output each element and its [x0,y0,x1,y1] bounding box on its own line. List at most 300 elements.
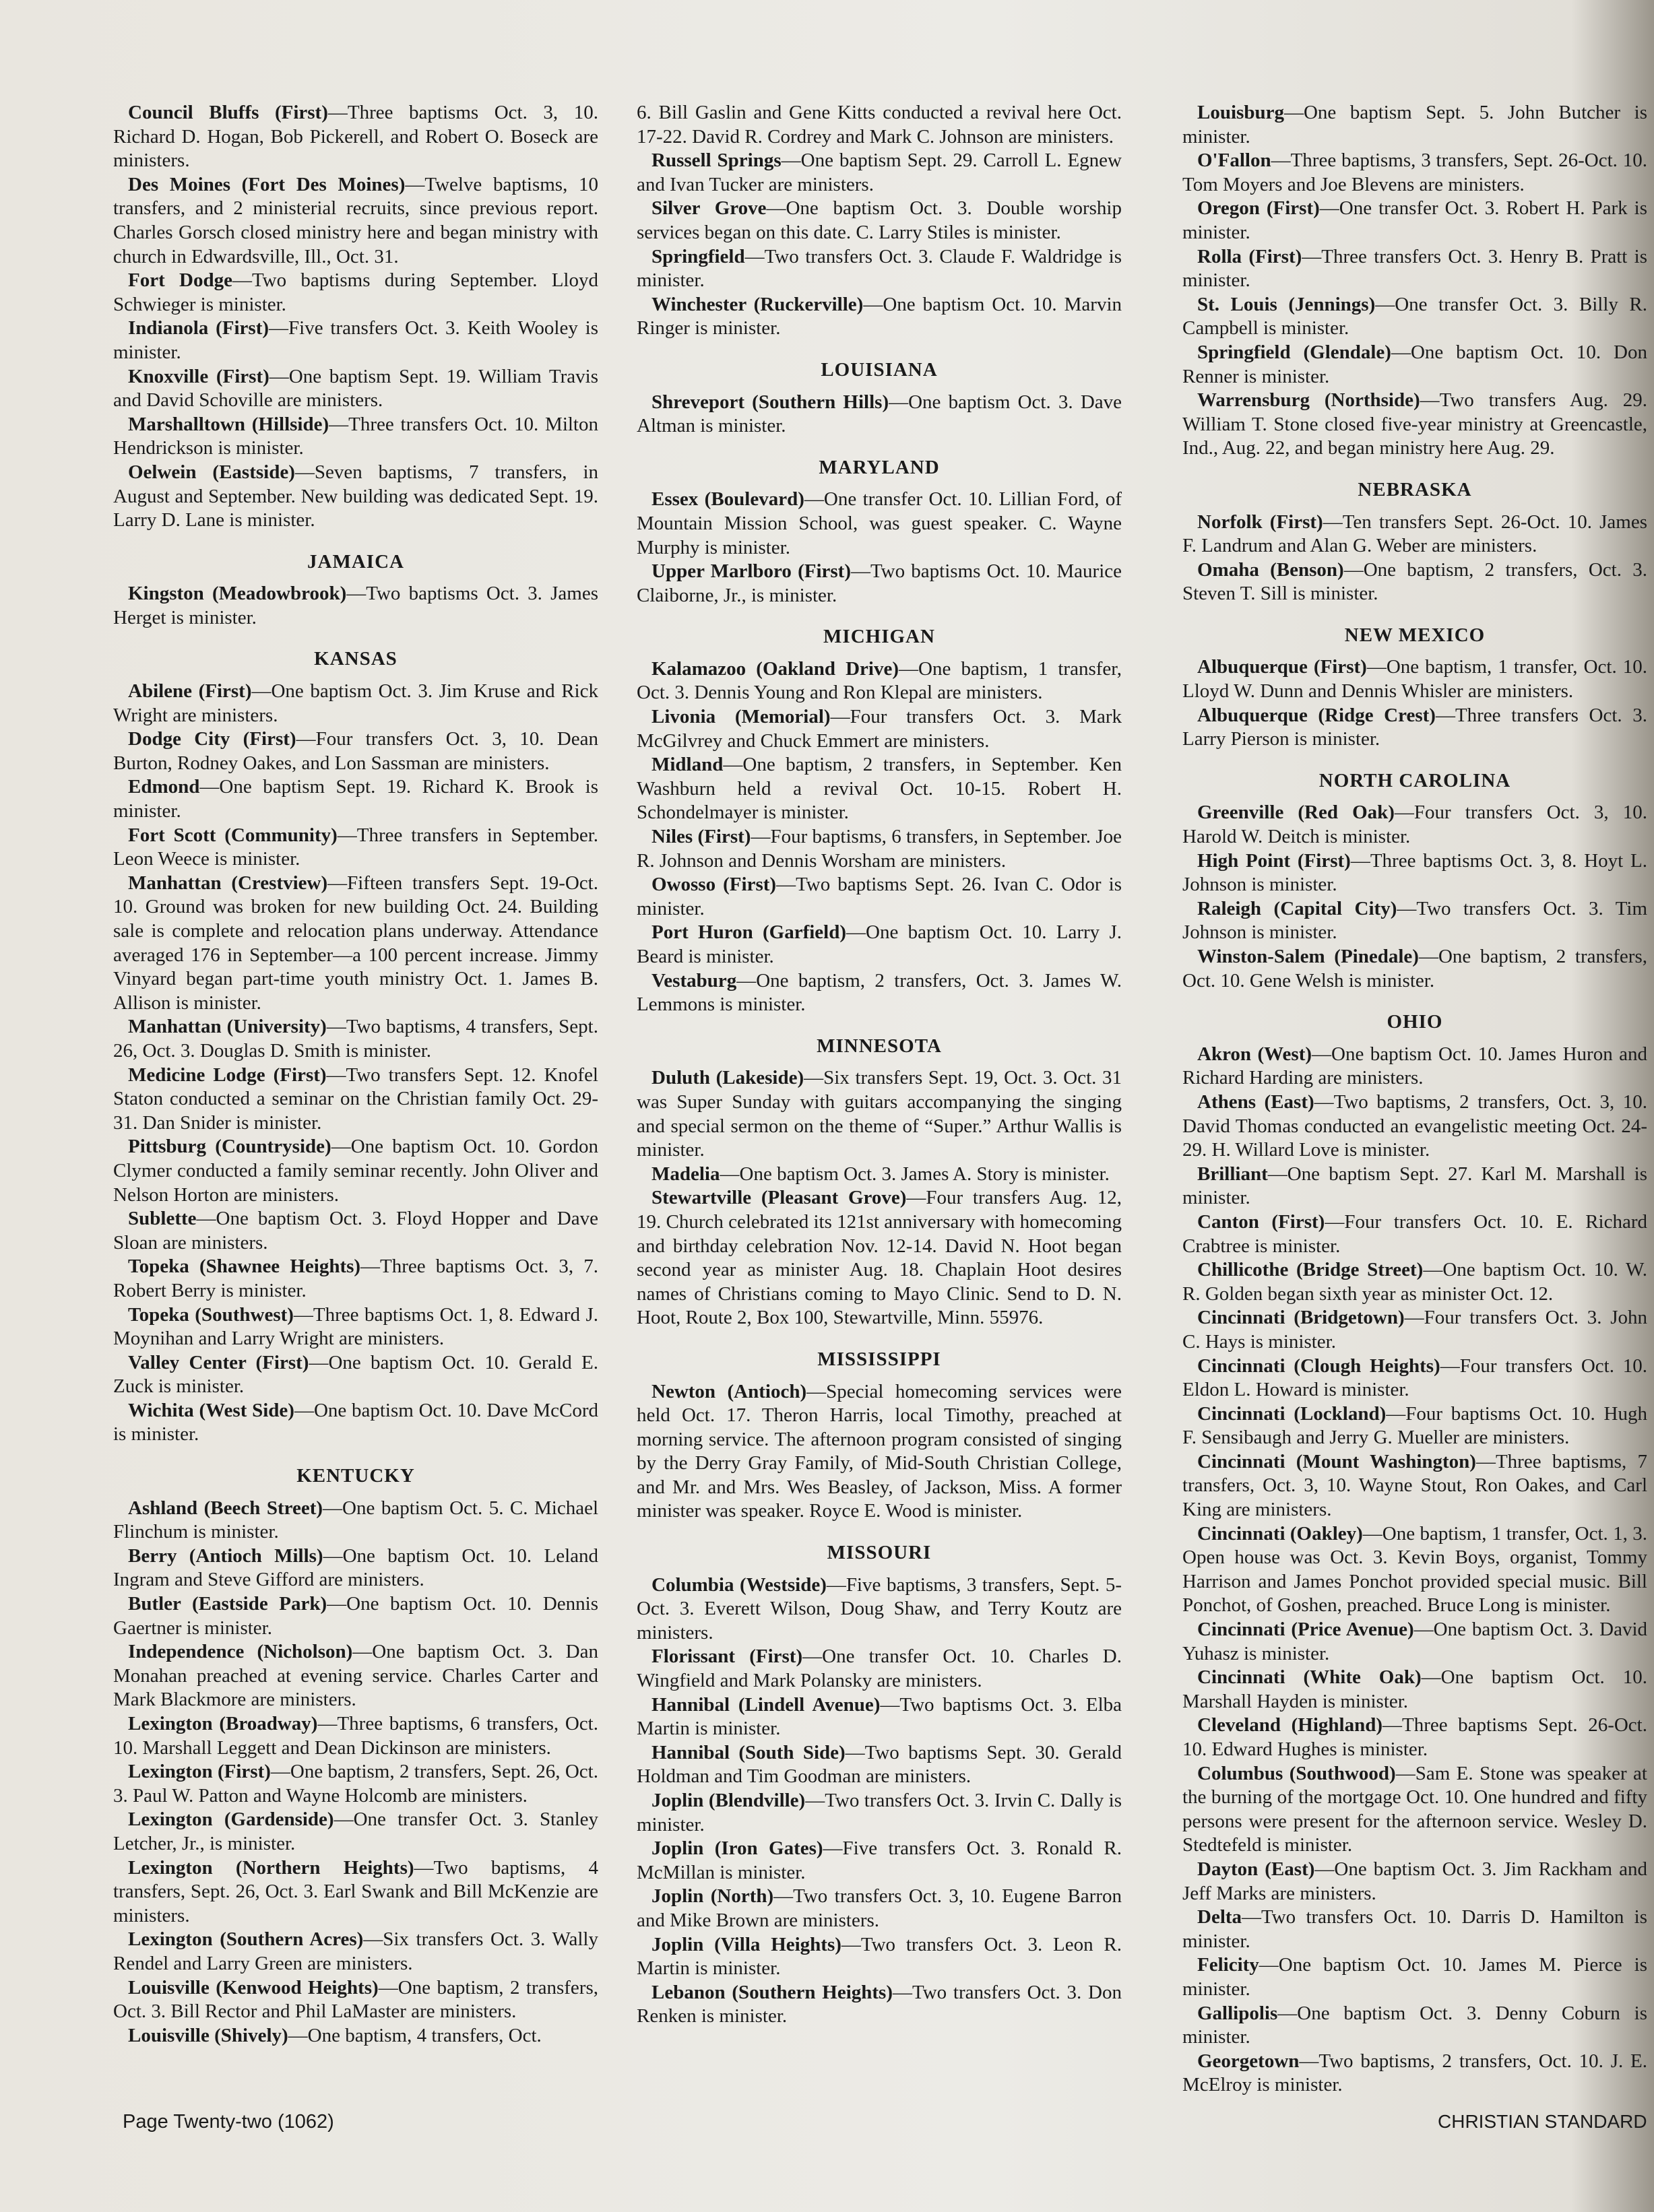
em-dash: — [232,269,252,292]
church-name: Kingston (Meadowbrook) [128,583,347,605]
church-report [113,1015,598,1063]
church-report [637,873,1122,921]
state-heading: MINNESOTA [817,1035,942,1057]
church-report [637,1066,1122,1162]
report-text: One baptism Oct. 3. Floyd Hopper and Dave Sloan are ministers. [113,1208,598,1254]
church-report [113,1351,598,1399]
church-report [637,293,1122,341]
report-text: Three baptisms Oct. 3, 8. Hoyt L. Johnson is minister. [1182,849,1647,896]
church-name: Port Huron (Garfield) [651,921,847,944]
church-report [113,824,598,872]
em-dash: — [405,173,425,195]
church-report [637,149,1122,197]
em-dash: — [1314,1858,1335,1880]
em-dash: — [1420,389,1440,412]
church-report [113,413,598,461]
publication-name-footer: CHRISTIAN STANDARD [1438,2111,1647,2132]
church-name: Stewartville (Pleasant Grove) [651,1187,907,1209]
church-name: Lexington (Southern Acres) [128,1928,364,1951]
em-dash: — [333,1809,354,1831]
em-dash: — [337,824,357,846]
report-text: One baptism Oct. 10. Dennis Gaertner is minister. [113,1593,599,1639]
church-report [1182,1666,1647,1714]
report-text: Four transfers Oct. 3, 10. Dean Burton, Rodney Oakes, and Lon Sassman are ministers. [113,728,598,774]
church-name: Upper Marlboro (First) [651,560,851,583]
em-dash: — [1435,704,1455,726]
report-text: One baptism Sept. 19. Richard K. Brook is minister. [113,776,598,822]
church-name: Oregon (First) [1197,197,1320,220]
church-name: Akron (West) [1197,1043,1312,1065]
church-report [1182,1258,1647,1306]
report-text: Three transfers Oct. 3. Henry B. Pratt is minister. [1182,245,1647,292]
state-heading: KENTUCKY [296,1465,415,1487]
report-text: Three baptisms, 7 transfers, Oct. 3, 10. Wayne Stout, Ron Oakes, and Carl King are ministers. [1182,1450,1647,1521]
em-dash: — [804,1067,824,1089]
church-report [1182,1043,1647,1091]
church-report [1182,1163,1647,1210]
report-text: Three baptisms Sept. 26-Oct. 10. Edward Hughes is minister. [1182,1714,1647,1760]
church-name: Cincinnati (Mount Washington) [1197,1450,1476,1472]
em-dash: — [1259,1954,1279,1976]
report-text: One baptism, 4 transfers, Oct. [307,2024,542,2046]
church-report [1182,2002,1647,2050]
church-name: Silver Grove [651,197,767,220]
text-column-1 [113,101,598,2048]
church-name: Valley Center (First) [128,1351,309,1373]
church-name: Springfield (Glendale) [1197,341,1391,363]
church-name: Knoxville (First) [128,365,269,387]
em-dash: — [1397,897,1417,919]
church-report [1182,101,1647,149]
report-text: Special homecoming services were held Oct. 17. Theron Harris, local Timothy, preached at morning service. The afternoon program consisted of singing by the Derry Gray Family, of Mid-South Christian College, and Mr. and Mrs. Wes Beasley, of Jackson, Miss. A former minister was speaker. Royce E. Wood is minister. [637,1380,1122,1522]
report-text: Two transfers Oct. 3. Irvin C. Dally is minister. [637,1790,1122,1835]
em-dash: — [352,1641,373,1663]
church-name: Edmond [128,776,200,798]
church-name: High Point (First) [1197,849,1351,872]
church-report [1182,704,1647,752]
church-report [113,461,598,533]
church-report [637,1981,1122,2029]
church-report [113,1928,598,1976]
em-dash: — [251,680,272,703]
em-dash: — [327,872,348,894]
church-name: Brilliant [1197,1163,1268,1185]
report-text: One baptism Oct. 10. James Huron and Richard Harding are ministers. [1182,1043,1647,1089]
church-report [637,1741,1122,1789]
state-heading: JAMAICA [307,550,404,573]
church-report [1182,1355,1647,1402]
em-dash: — [1343,558,1364,581]
church-report [637,1837,1122,1885]
church-report [637,825,1122,873]
report-text: One transfer Oct. 3. Billy R. Campbell is minister. [1182,293,1647,339]
church-report [1182,197,1647,245]
report-text: One baptism Oct. 3. Jim Rackham and Jeff Marks are ministers. [1182,1858,1647,1904]
church-name: Council Bluffs (First) [128,102,328,123]
church-name: Rolla (First) [1197,245,1302,267]
report-text: Three transfers Oct. 10. Milton Hendrickson is minister. [113,413,598,459]
church-name: Columbus (Southwood) [1197,1762,1396,1784]
church-report [113,872,598,1016]
em-dash: — [826,1573,846,1596]
report-text: Two transfers Aug. 29. William T. Stone closed five-year ministry at Greencastle, Ind., Aug. 22, and began ministry here Aug. 29. [1182,389,1647,459]
report-text: Four transfers Oct. 3, 10. Harold W. Deitch is minister. [1182,802,1647,848]
church-report [1182,1450,1647,1522]
em-dash: — [845,1741,865,1763]
report-text: One baptism Sept. 29. Carroll L. Egnew and Ivan Tucker are ministers. [637,150,1122,195]
church-report [113,1856,598,1928]
church-report [113,101,598,173]
state-heading: NEW MEXICO [1344,624,1486,646]
report-text: Two transfers Sept. 12. Knofel Staton conducted a seminar on the Christian family Oct. 29-31. Dan Snider is minister. [113,1064,598,1134]
church-report [637,560,1122,608]
report-text: One baptism Oct. 3. David Yuhasz is minister. [1182,1619,1648,1664]
church-name: Niles (First) [651,826,751,848]
church-name: Midland [651,754,724,776]
em-dash: — [1325,1210,1345,1233]
report-text: One transfer Oct. 3. Robert H. Park is minister. [1182,197,1647,243]
church-name: Louisville (Shively) [128,2024,288,2046]
church-report [113,727,598,775]
church-name: Greenville (Red Oak) [1197,802,1395,824]
church-report [637,969,1122,1017]
church-report [637,1933,1122,1981]
church-name: Berry (Antioch Mills) [128,1544,323,1567]
em-dash: — [781,150,801,172]
church-report [637,197,1122,245]
report-text: One baptism Oct. 3. James A. Story is minister. [739,1163,1110,1185]
report-text: Three baptisms Oct. 3, 7. Robert Berry is minister. [113,1256,598,1301]
church-report [1182,293,1647,341]
report-text: Two baptisms, 2 transfers, Oct. 10. J. E. McElroy is minister. [1182,2050,1647,2096]
church-name: Felicity [1197,1954,1259,1976]
church-report [113,775,598,823]
church-name: St. Louis (Jennings) [1197,293,1376,315]
church-report [1182,945,1647,993]
church-report [637,705,1122,753]
report-text: One baptism Sept. 19. William Travis and David Schoville are ministers. [113,365,598,412]
report-text: One transfer Oct. 10. Lillian Ford, of Mountain Mission School, was guest speaker. C. Wayne Murphy is minister. [637,488,1122,558]
page-number-footer: Page Twenty-two (1062) [123,2111,334,2133]
church-name: Madelia [651,1163,720,1185]
church-report [637,657,1122,705]
church-name: Topeka (Shawnee Heights) [128,1256,361,1278]
church-name: Des Moines (Fort Des Moines) [128,173,406,195]
report-text: Four baptisms Oct. 10. Hugh F. Sensibaugh and Jerry G. Mueller are ministers. [1182,1402,1648,1449]
report-text: One baptism Oct. 3. Jim Kruse and Rick Wright are ministers. [113,680,598,726]
church-name: Joplin (Villa Heights) [651,1933,841,1955]
em-dash: — [326,1064,346,1086]
church-name: Sublette [128,1208,197,1230]
church-report [113,1544,598,1592]
church-name: Oelwein (Eastside) [128,461,295,483]
report-text: Two baptisms, 4 transfers, Sept. 26, Oct. 3. Earl Swank and Bill McKenzie are ministers. [113,1856,598,1926]
em-dash: — [329,413,349,435]
church-name: Wichita (West Side) [128,1399,294,1421]
em-dash: — [744,245,765,267]
state-heading: NORTH CAROLINA [1318,769,1511,791]
report-text: Four transfers Oct. 3. John C. Hays is minister. [1182,1307,1647,1353]
church-report [113,365,598,413]
em-dash: — [378,1976,398,1998]
em-dash: — [196,1208,216,1230]
report-text: Six transfers Oct. 3. Wally Rendel and Larry Green are ministers. [113,1928,598,1974]
church-name: Manhattan (Crestview) [128,872,328,894]
church-name: Shreveport (Southern Hills) [651,391,889,413]
church-name: O'Fallon [1197,150,1271,172]
report-text: One baptism Oct. 10. Gordon Clymer conducted a family seminar recently. John Oliver and Nelson Horton are ministers. [113,1136,598,1206]
church-report [113,680,598,727]
em-dash: — [1375,293,1395,315]
em-dash: — [414,1856,434,1879]
church-name: Louisburg [1197,102,1284,123]
report-text: Fifteen transfers Sept. 19-Oct. 10. Ground was broken for new building Oct. 24. Building sale is complete and relocation plans underway. Attendance averaged 176 in September—a 100 percent increase. Jimmy Vinyard began part-time youth ministry Oct. 1. James B. Allison is minister. [113,872,598,1014]
report-text: Five transfers Oct. 3. Ronald R. McMillan is minister. [637,1837,1122,1883]
church-name: Hannibal (Lindell Avenue) [651,1693,881,1716]
em-dash: — [1395,1762,1416,1784]
church-name: Louisville (Kenwood Heights) [128,1976,379,1998]
report-text: One baptism, 1 transfer, Oct. 10. Lloyd W. Dunn and Dennis Whisler are ministers. [1182,656,1647,703]
em-dash: — [1362,1522,1382,1544]
church-name: Springfield [651,245,745,267]
em-dash: — [1413,1619,1434,1641]
em-dash: — [346,583,367,605]
em-dash: — [1391,341,1411,363]
state-heading: LOUISIANA [821,358,938,381]
church-name: Cincinnati (Bridgetown) [1197,1307,1405,1329]
em-dash: — [1314,1091,1334,1113]
state-heading: MICHIGAN [823,626,935,648]
report-text: Two transfers Oct. 3, 10. Eugene Barron and Mike Brown are ministers. [637,1885,1122,1931]
church-report [1182,1762,1647,1858]
text-column-3 [1182,101,1647,2097]
em-dash: — [1319,197,1339,220]
em-dash: — [723,754,743,776]
church-report [113,582,598,630]
church-name: Dayton (East) [1197,1858,1315,1880]
em-dash: — [1271,150,1291,172]
em-dash: — [1423,1259,1443,1281]
church-name: Joplin (Iron Gates) [651,1837,823,1860]
report-text: Four transfers Aug. 12, 19. Church celebrated its 121st anniversary with homecoming and birthday celebration Nov. 12-14. David N. Hoot began second year as minister Aug. 18. Chaplain Hoot desires names of Christians coming to Mayo Clinic. Send to D. N. Hoot, Route 2, Box 100, Stewartville, Minn. 55976. [637,1187,1122,1329]
church-report [1182,341,1647,389]
church-report [113,173,598,269]
church-name: Ashland (Beech Street) [128,1497,323,1519]
church-name: Canton (First) [1197,1210,1325,1233]
text-column-2 [637,101,1122,2029]
report-text: Two transfers Oct. 10. Darris D. Hamilton is minister. [1182,1906,1647,1952]
em-dash: — [199,776,220,798]
em-dash: — [363,1928,383,1951]
church-name: Pittsburg (Countryside) [128,1136,331,1158]
report-continuation: 6. Bill Gaslin and Gene Kitts conducted a revival here Oct. 17-22. David R. Cordrey and Mark C. Johnson are ministers. [637,102,1122,148]
church-name: Raleigh (Capital City) [1197,897,1397,919]
church-name: Duluth (Lakeside) [651,1067,804,1089]
report-text: Six transfers Sept. 19, Oct. 3. Oct. 31 was Super Sunday with guitars accompanying the singing and special sermon on the theme of “Super.” Arthur Wallis is minister. [637,1067,1122,1161]
church-name: Albuquerque (Ridge Crest) [1197,704,1436,726]
em-dash: — [1475,1450,1496,1472]
report-text: One baptism Oct. 5. C. Michael Flinchum is minister. [113,1497,599,1543]
church-report [637,488,1122,560]
church-name: Cincinnati (Price Avenue) [1197,1619,1414,1641]
em-dash: — [766,197,786,220]
em-dash: — [804,488,824,511]
em-dash: — [331,1136,351,1158]
em-dash: — [1421,1666,1441,1689]
church-report [113,1808,598,1856]
church-report [1182,1522,1647,1618]
report-text: One baptism, 1 transfer, Oct. 3. Dennis Young and Ron Klepal are ministers. [637,657,1122,704]
church-report [637,1380,1122,1524]
church-name: Winston-Salem (Pinedale) [1197,946,1419,967]
church-name: Cincinnati (Oakley) [1197,1522,1363,1544]
em-dash: — [805,1790,825,1811]
report-text: Two baptisms Sept. 30. Gerald Holdman and Tim Goodman are ministers. [637,1741,1122,1788]
church-report [113,1399,598,1447]
church-name: Indianola (First) [128,317,269,339]
report-text: Five transfers Oct. 3. Keith Wooley is minister. [113,317,599,363]
church-name: Medicine Lodge (First) [128,1064,327,1086]
report-text: Two transfers Oct. 3. Leon R. Martin is minister. [637,1933,1122,1980]
church-name: Essex (Boulevard) [651,488,804,511]
em-dash: — [296,728,316,750]
church-report [637,391,1122,438]
report-text: Two baptisms Oct. 10. Maurice Claiborne, Jr., is minister. [637,560,1122,606]
church-name: Cincinnati (Clough Heights) [1197,1355,1440,1377]
report-text: Two baptisms Sept. 26. Ivan C. Odor is minister. [637,874,1122,919]
church-name: Lexington (Broadway) [128,1713,318,1734]
church-name: Norfolk (First) [1197,511,1323,533]
em-dash: — [1323,511,1343,533]
church-report [1182,849,1647,897]
report-text: One baptism, 2 transfers, in September. Ken Washburn held a revival Oct. 10-15. Robert H. Schondelmayer is minister. [637,754,1122,824]
church-report [113,1255,598,1303]
church-report [113,317,598,364]
report-text: Two baptisms, 4 transfers, Sept. 26, Oct. 3. Douglas D. Smith is minister. [113,1016,598,1062]
report-text: Three transfers in September. Leon Weece is minister. [113,824,598,870]
report-text: Ten transfers Sept. 26-Oct. 10. James F. Landrum and Alan G. Weber are ministers. [1182,511,1647,557]
church-report [113,1640,598,1712]
church-report [637,1573,1122,1646]
church-name: Butler (Eastside Park) [128,1593,327,1615]
church-report [1182,897,1647,945]
church-report [1182,1210,1647,1258]
em-dash: — [1267,1163,1287,1185]
em-dash: — [288,2024,308,2046]
church-report [1182,245,1647,293]
church-name: Lexington (Northern Heights) [128,1856,414,1879]
report-text: One baptism Oct. 10. Gerald E. Zuck is minister. [113,1351,598,1398]
report-text: Five baptisms, 3 transfers, Sept. 5-Oct. 3. Everett Wilson, Doug Shaw, and Terry Koutz are ministers. [637,1573,1122,1644]
church-name: Kalamazoo (Oakland Drive) [651,657,899,680]
report-text: One baptism, 2 transfers, Oct. 3. Bill Rector and Phil LaMaster are ministers. [113,1976,598,2023]
church-report [1182,511,1647,558]
report-text: One baptism Oct. 3. Dan Monahan preached at evening service. Charles Carter and Mark Blackmore are ministers. [113,1641,598,1711]
church-name: Topeka (Southwest) [128,1303,294,1326]
church-report [1182,1091,1647,1163]
church-name: Newton (Antioch) [651,1380,807,1402]
report-text: One baptism, 2 transfers, Oct. 3. Steven T. Sill is minister. [1182,558,1647,605]
em-dash: — [899,657,919,680]
em-dash: — [1394,802,1414,824]
church-report [113,1497,598,1544]
em-dash: — [850,560,870,583]
church-name: Columbia (Westside) [651,1573,827,1596]
state-heading: MARYLAND [819,456,940,478]
em-dash: — [294,461,315,483]
church-name: Cincinnati (White Oak) [1197,1666,1422,1689]
church-report [113,1760,598,1808]
report-text: Three transfers Oct. 3. Larry Pierson is minister. [1182,704,1647,750]
em-dash: — [830,706,850,728]
church-name: Fort Scott (Community) [128,824,338,846]
church-report [1182,389,1647,461]
report-text: Three baptisms, 3 transfers, Sept. 26-Oct. 10. Tom Moyers and Joe Blevens are ministers. [1182,150,1647,195]
em-dash: — [309,1351,329,1373]
church-report [637,753,1122,825]
em-dash: — [863,293,883,315]
em-dash: — [326,1016,346,1038]
church-name: Hannibal (South Side) [651,1741,846,1763]
church-report [1182,1714,1647,1761]
em-dash: — [880,1693,900,1716]
em-dash: — [1418,946,1438,967]
church-report [113,269,598,317]
report-text: Two transfers Oct. 3. Don Renken is minister. [637,1981,1122,2027]
church-name: Manhattan (University) [128,1016,327,1038]
report-text: One baptism Oct. 10. Larry J. Beard is minister. [637,921,1122,967]
report-text: One baptism Oct. 10. Dave McCord is minister. [113,1399,599,1445]
church-report [113,1592,598,1640]
em-dash: — [776,874,796,896]
em-dash: — [802,1646,823,1668]
church-name: Warrensburg (Northside) [1197,389,1420,412]
church-report [1182,2050,1647,2097]
church-name: Joplin (Blendville) [651,1790,806,1811]
report-text: Sam E. Stone was speaker at the burning of the mortgage Oct. 10. One hundred and fifty persons were present for the afternoon service. Wesley D. Stedtefeld is minister. [1182,1762,1647,1856]
report-text: One baptism Oct. 10. Marshall Hayden is minister. [1182,1666,1647,1712]
church-name: Georgetown [1197,2050,1300,2072]
church-report [1182,1858,1647,1906]
report-text: Two transfers Oct. 3. Tim Johnson is minister. [1182,897,1647,944]
church-report [637,1163,1122,1187]
em-dash: — [270,1761,290,1783]
church-name: Vestaburg [651,969,737,991]
report-text: One baptism, 2 transfers, Oct. 10. Gene Welsh is minister. [1182,946,1647,991]
em-dash: — [889,391,909,413]
church-report [113,2024,598,2048]
report-text: One baptism Oct. 10. James M. Pierce is minister. [1182,1954,1647,2000]
church-name: Cincinnati (Lockland) [1197,1402,1387,1425]
report-text: One baptism Oct. 3. Double worship services began on this date. C. Larry Stiles is minister. [637,197,1122,243]
em-dash: — [823,1837,843,1860]
report-text: Twelve baptisms, 10 transfers, and 2 ministerial recruits, since previous report. Charles Gorsch closed ministry here and began ministry with church in Edwardsville, Ill., Oct. 31. [113,173,599,267]
church-report [113,1064,598,1136]
em-dash: — [1299,2050,1319,2072]
church-name: Lexington (First) [128,1761,271,1783]
em-dash: — [323,1497,343,1519]
church-name: Chillicothe (Bridge Street) [1197,1259,1424,1281]
church-name: Fort Dodge [128,269,232,292]
church-report [1182,1953,1647,2001]
report-text: Four transfers Oct. 3. Mark McGilvrey and Chuck Emmert are ministers. [637,706,1122,752]
church-name: Russell Springs [651,150,782,172]
report-text: One baptism, 2 transfers, Oct. 3. James W. Lemmons is minister. [637,969,1122,1016]
report-text: One transfer Oct. 10. Charles D. Wingfield and Mark Polansky are ministers. [637,1646,1122,1692]
em-dash: — [1440,1355,1460,1377]
report-text: One baptism Oct. 10. Leland Ingram and Steve Gifford are ministers. [113,1544,599,1591]
state-heading: KANSAS [314,648,397,670]
